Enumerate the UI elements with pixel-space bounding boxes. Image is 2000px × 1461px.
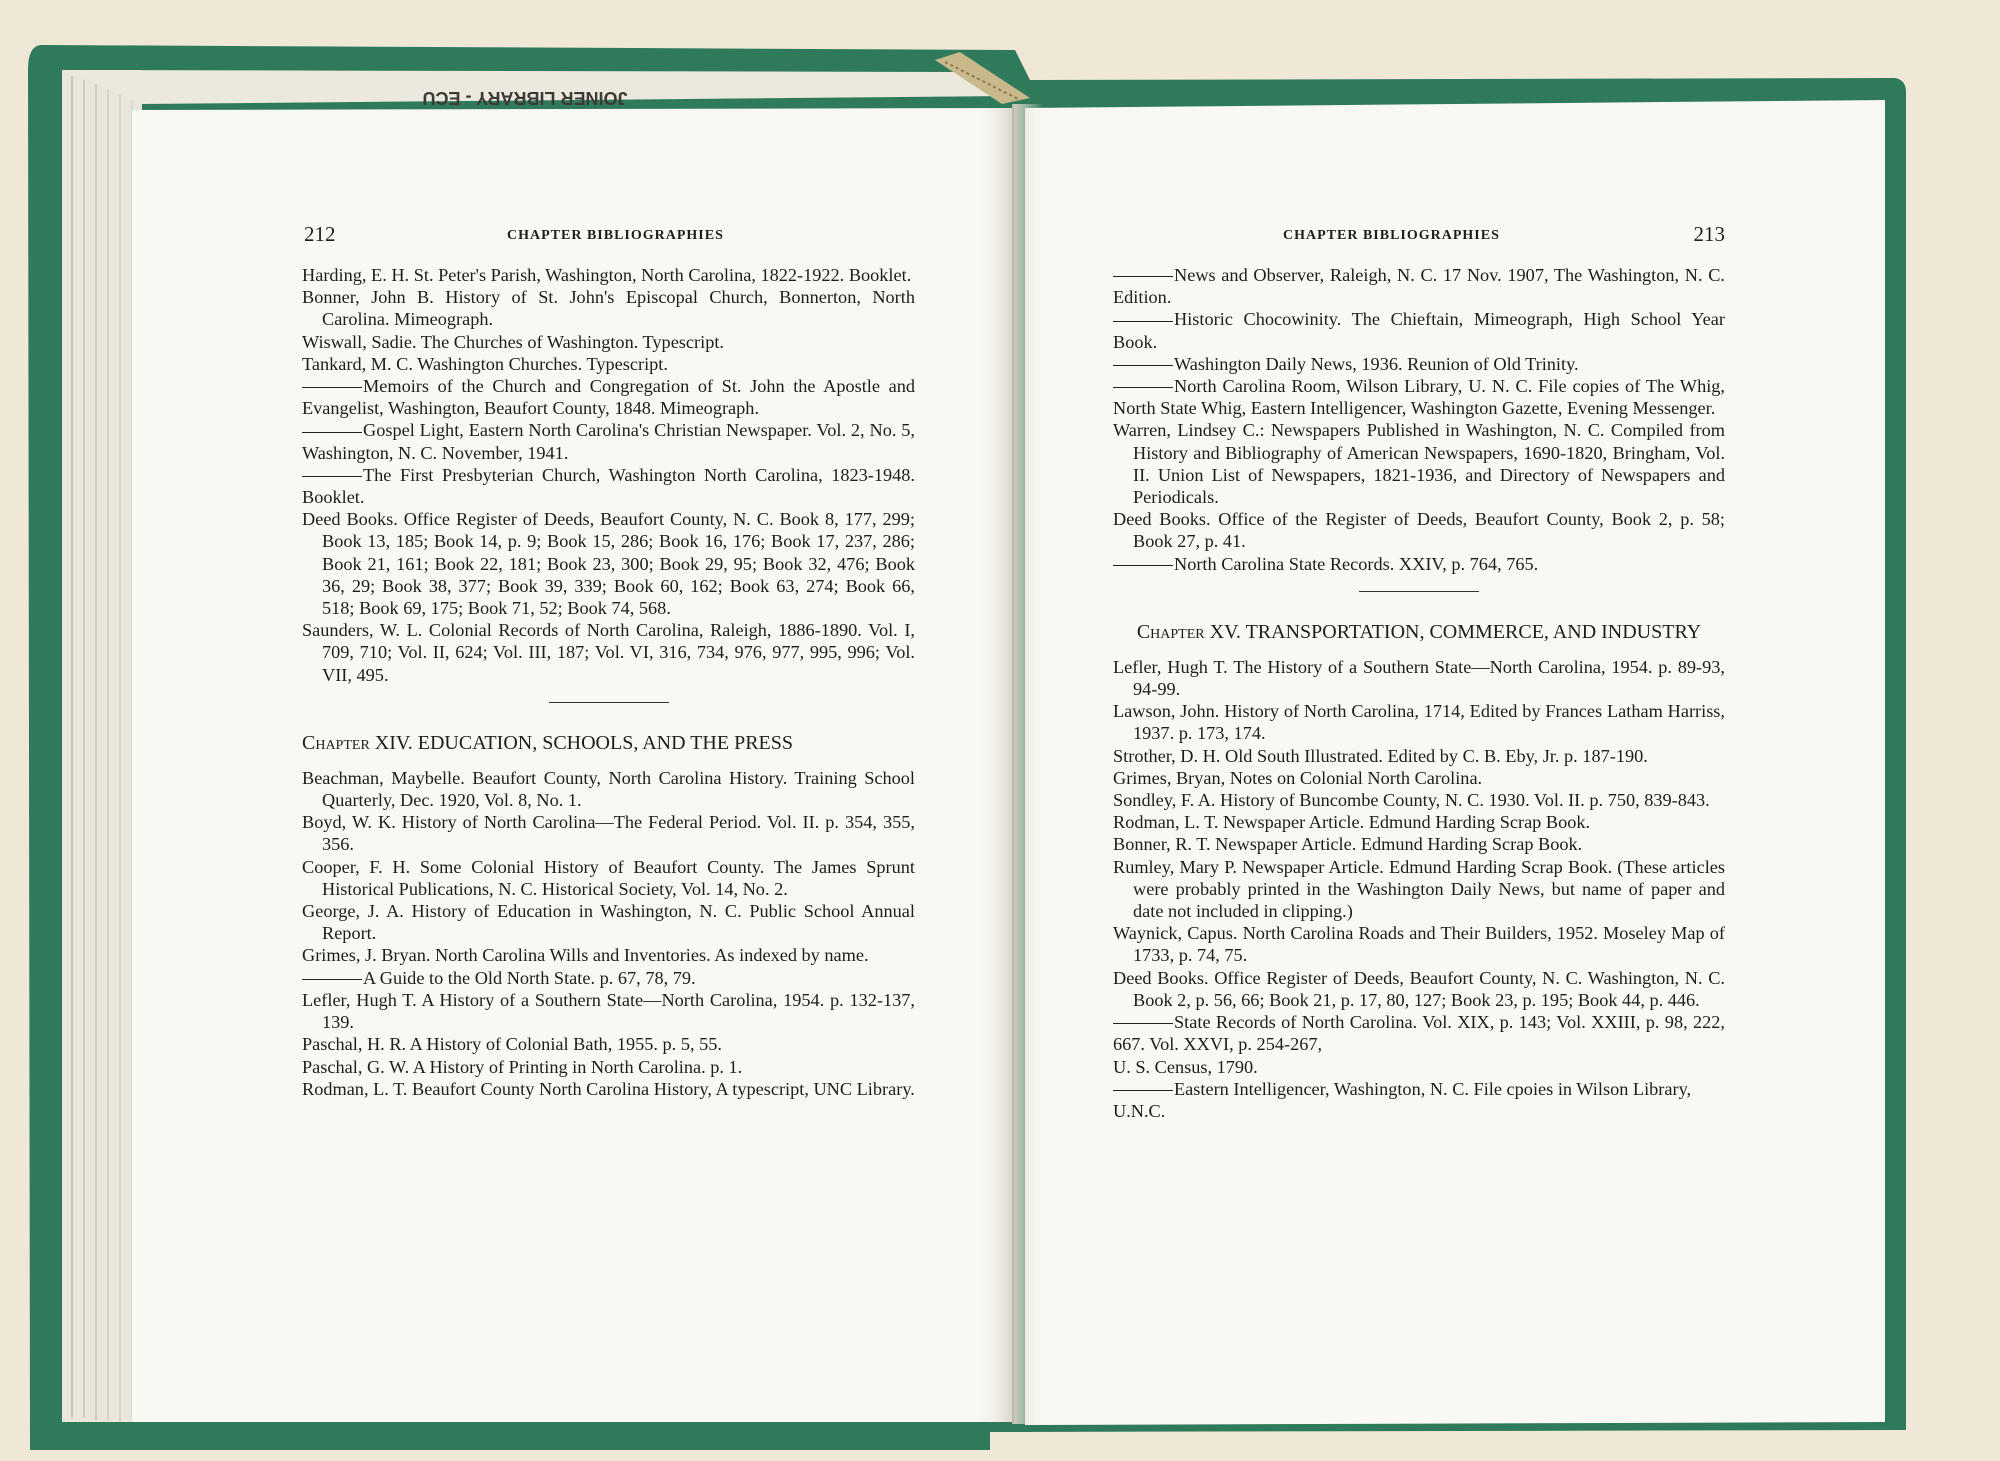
bibliography-entry: The First Presbyterian Church, Washington North Carolina, 1823-1948. Booklet. bbox=[302, 464, 915, 508]
bibliography-entry: A Guide to the Old North State. p. 67, 78, 79. bbox=[302, 967, 915, 989]
bibliography-entry: Grimes, J. Bryan. North Carolina Wills and Inventories. As indexed by name. bbox=[302, 945, 869, 966]
bibliography-entry: Lefler, Hugh T. The History of a Southern State—North Carolina, 1954. p. 89-93, 94-99. bbox=[1113, 656, 1725, 700]
bibliography-entry: Strother, D. H. Old South Illustrated. Edited by C. B. Eby, Jr. p. 187-190. bbox=[1113, 745, 1648, 766]
ditto-dash bbox=[1113, 1023, 1173, 1024]
bibliography-entry: George, J. A. History of Education in Washington, N. C. Public School Annual Report. bbox=[302, 901, 915, 944]
bibliography-entry: Memoirs of the Church and Congregation of St. John the Apostle and Evangelist, Washington, Beaufort County, 1848. Mimeograph. bbox=[302, 376, 915, 419]
bibliography-entry: State Records of North Carolina. Vol. XIX, p. 143; Vol. XXIII, p. 98, 222, 667. Vol. XXVI, p. 254-267, bbox=[1113, 1012, 1725, 1055]
bibliography-entry: Cooper, F. H. Some Colonial History of Beaufort County. The James Sprunt Historical Publications, N. C. Historical Society, Vol. 14, No. 2. bbox=[302, 856, 915, 899]
bibliography-entry: Washington Daily News, 1936. Reunion of Old Trinity. bbox=[1113, 353, 1725, 375]
bibliography-list bbox=[302, 264, 915, 686]
bibliography-entry: Sondley, F. A. History of Buncombe County, N. C. 1930. Vol. II. p. 750, 839-843. bbox=[1113, 790, 1710, 811]
running-head: CHAPTER BIBLIOGRAPHIES bbox=[1283, 228, 1500, 243]
left-page bbox=[302, 222, 915, 1100]
left-page-header bbox=[302, 222, 915, 252]
bibliography-entry: Eastern Intelligencer, Washington, N. C. File cpoies in Wilson Library, U.N.C. bbox=[1113, 1078, 1692, 1121]
bibliography-entry: Deed Books. Office Register of Deeds, Beaufort County, N. C. Washington, N. C. Book 2, p. 56, 66; Book 21, p. 17, 80, 127; Book 23, p. 195; Book 44, p. 446. bbox=[1113, 967, 1725, 1010]
bibliography-entry: Wiswall, Sadie. The Churches of Washington. Typescript. bbox=[302, 331, 724, 352]
bibliography-entry: Lawson, John. History of North Carolina, 1714, Edited by Frances Latham Harriss, 1937. p. 173, 174. bbox=[1113, 701, 1725, 744]
bibliography-entry: Warren, Lindsey C.: Newspapers Published in Washington, N. C. Compiled from History and Bibliography of American Newspapers, 1690-1820, Bringham, Vol. II. Union List of Newspapers, 1821-1936, and Directory of Newspapers and Periodicals. bbox=[1113, 420, 1725, 508]
bibliography-entry: Paschal, H. R. A History of Colonial Bath, 1955. p. 5, 55. bbox=[302, 1034, 722, 1055]
bibliography-list bbox=[1113, 264, 1725, 575]
ditto-dash bbox=[1113, 565, 1173, 566]
bibliography-entry: Rodman, L. T. Newspaper Article. Edmund Harding Scrap Book. bbox=[1113, 812, 1591, 833]
bibliography-entry: Rumley, Mary P. Newspaper Article. Edmund Harding Scrap Book. (These articles were probably printed in the Washington Daily News, but name of paper and date not included in clipping.) bbox=[1113, 856, 1725, 922]
bibliography-entry: Deed Books. Office of the Register of Deeds, Beaufort County, Book 2, p. 58; Book 27, p. 41. bbox=[1113, 509, 1725, 552]
chapter-bibliography-list bbox=[1113, 656, 1725, 1122]
chapter-bibliography-list bbox=[302, 767, 915, 1100]
bibliography-entry: Waynick, Capus. North Carolina Roads and Their Builders, 1952. Moseley Map of 1733, p. 74, 75. bbox=[1113, 923, 1725, 966]
bibliography-entry: Deed Books. Office Register of Deeds, Beaufort County, N. C. Book 8, 177, 299; Book 13, 185; Book 14, p. 9; Book 15, 286; Book 16, 176; Book 17, 237, 286; Book 21, 161; Book 22, 181; Book 23, 300; Book 29, 95; Book 32, 476; Book 36, 29; Book 38, 377; Book 39, 339; Book 60, 162; Book 63, 274; Book 66, 518; Book 69, 175; Book 71, 52; Book 74, 568. bbox=[302, 509, 915, 619]
ditto-dash bbox=[1113, 321, 1173, 322]
right-page-header bbox=[1113, 222, 1725, 252]
ditto-dash bbox=[1113, 276, 1173, 277]
bibliography-entry: News and Observer, Raleigh, N. C. 17 Nov. 1907, The Washington, N. C. Edition. bbox=[1113, 265, 1725, 308]
bibliography-entry: Harding, E. H. St. Peter's Parish, Washington, North Carolina, 1822-1922. Booklet. bbox=[302, 265, 912, 285]
chapter-heading bbox=[1113, 620, 1725, 644]
bibliography-entry: Tankard, M. C. Washington Churches. Typescript. bbox=[302, 353, 668, 374]
chapter-word: Chapter bbox=[1136, 620, 1205, 643]
ditto-dash bbox=[302, 476, 362, 477]
ditto-dash bbox=[302, 387, 362, 388]
bibliography-entry: Beachman, Maybelle. Beaufort County, North Carolina History. Training School Quarterly, Dec. 1920, Vol. 8, No. 1. bbox=[302, 767, 915, 811]
chapter-title: XV. TRANSPORTATION, COMMERCE, AND INDUSTRY bbox=[1209, 620, 1702, 643]
bibliography-entry: Gospel Light, Eastern North Carolina's Christian Newspaper. Vol. 2, No. 5, Washington, N. C. November, 1941. bbox=[302, 420, 915, 463]
page-number: 212 bbox=[304, 222, 336, 246]
bibliography-entry: Historic Chocowinity. The Chieftain, Mimeograph, High School Year Book. bbox=[1113, 309, 1725, 352]
bibliography-entry: Rodman, L. T. Beaufort County North Carolina History, A typescript, UNC Library. bbox=[302, 1078, 915, 1099]
bibliography-entry: U. S. Census, 1790. bbox=[1113, 1056, 1258, 1077]
bibliography-entry: Boyd, W. K. History of North Carolina—The Federal Period. Vol. II. p. 354, 355, 356. bbox=[302, 812, 915, 855]
bibliography-entry: Bonner, R. T. Newspaper Article. Edmund Harding Scrap Book. bbox=[1113, 834, 1583, 855]
ditto-dash bbox=[302, 432, 362, 433]
ditto-dash bbox=[1113, 1090, 1173, 1091]
bibliography-entry: North Carolina Room, Wilson Library, U. N. C. File copies of The Whig, North State Whig, Eastern Intelligencer, Washington Gazette, Evening Messenger. bbox=[1113, 376, 1725, 419]
spine-imprint: JOINER LIBRARY - ECU bbox=[422, 88, 628, 108]
bibliography-entry: Bonner, John B. History of St. John's Episcopal Church, Bonnerton, North Carolina. Mimeograph. bbox=[302, 287, 915, 330]
gutter-shadow-right bbox=[1013, 104, 1043, 1424]
bibliography-entry: North Carolina State Records. XXIV, p. 764, 765. bbox=[1113, 553, 1725, 575]
ditto-dash bbox=[1113, 387, 1173, 388]
chapter-title: XIV. EDUCATION, SCHOOLS, AND THE PRESS bbox=[374, 731, 793, 754]
bibliography-entry: Lefler, Hugh T. A History of a Southern State—North Carolina, 1954. p. 132-137, 139. bbox=[302, 989, 915, 1033]
chapter-word: Chapter bbox=[302, 731, 370, 754]
ditto-dash bbox=[1113, 365, 1173, 366]
chapter-heading bbox=[302, 731, 915, 755]
section-divider bbox=[1359, 591, 1479, 592]
running-head: CHAPTER BIBLIOGRAPHIES bbox=[507, 228, 724, 243]
right-page bbox=[1113, 222, 1725, 1122]
bibliography-entry: Paschal, G. W. A History of Printing in North Carolina. p. 1. bbox=[302, 1056, 743, 1077]
page-number: 213 bbox=[1693, 222, 1725, 246]
gutter-shadow-left bbox=[975, 108, 1013, 1422]
bibliography-entry: Grimes, Bryan, Notes on Colonial North Carolina. bbox=[1113, 767, 1483, 788]
bibliography-entry: Saunders, W. L. Colonial Records of North Carolina, Raleigh, 1886-1890. Vol. I, 709, 710; Vol. II, 624; Vol. III, 187; Vol. VI, 316, 734, 976, 977, 995, 996; Vol. VII, 495. bbox=[302, 620, 915, 685]
ditto-dash bbox=[302, 979, 362, 980]
section-divider bbox=[549, 702, 669, 703]
page-block-edges bbox=[62, 70, 142, 1422]
